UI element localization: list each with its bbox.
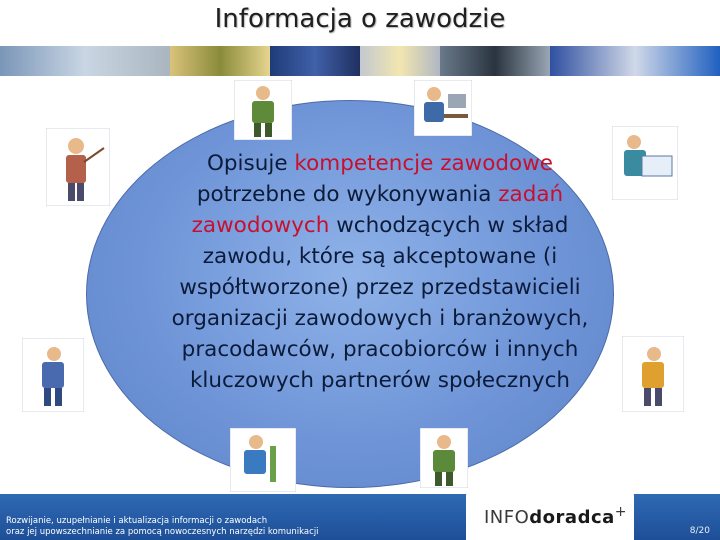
workman-icon: [420, 428, 468, 488]
rest-text: wchodzących w skład zawodu, które są akceptowane (i współtworzone) przez przedstawicieli organizacji zawodowych i branżowych, pracodawców, pracobiorców i innych kluczowych partnerów społecznych: [171, 213, 589, 393]
architect-icon: [612, 126, 678, 200]
page-title: Informacja o zawodzie: [214, 4, 506, 34]
infodoradca-logo: INFOdoradca+: [484, 504, 628, 528]
electrician-icon: [622, 336, 684, 412]
mechanic-icon: [22, 338, 84, 412]
footer-note-line2: oraz jej upowszechnianie za pomocą nowoczesnych narzędzi komunikacji: [6, 527, 319, 537]
banner-strip: [0, 46, 720, 76]
footer-note: [6, 516, 319, 538]
page-number: 8/20: [689, 526, 710, 536]
teacher-icon: [46, 128, 110, 206]
footer-note-line1: Rozwijanie, uzupełnianie i aktualizacja informacji o zawodach: [6, 516, 268, 526]
plumber-icon: [230, 428, 296, 492]
highlight-competencies: kompetencje zawodowe: [294, 151, 554, 176]
mid-text: potrzebne do wykonywania: [196, 182, 499, 207]
farmer-icon: [234, 80, 292, 140]
description-text: [160, 148, 600, 396]
office-worker-icon: [414, 80, 472, 136]
intro-text: Opisuje: [206, 151, 295, 176]
highlight-tasks: zadań zawodowych: [191, 182, 564, 238]
